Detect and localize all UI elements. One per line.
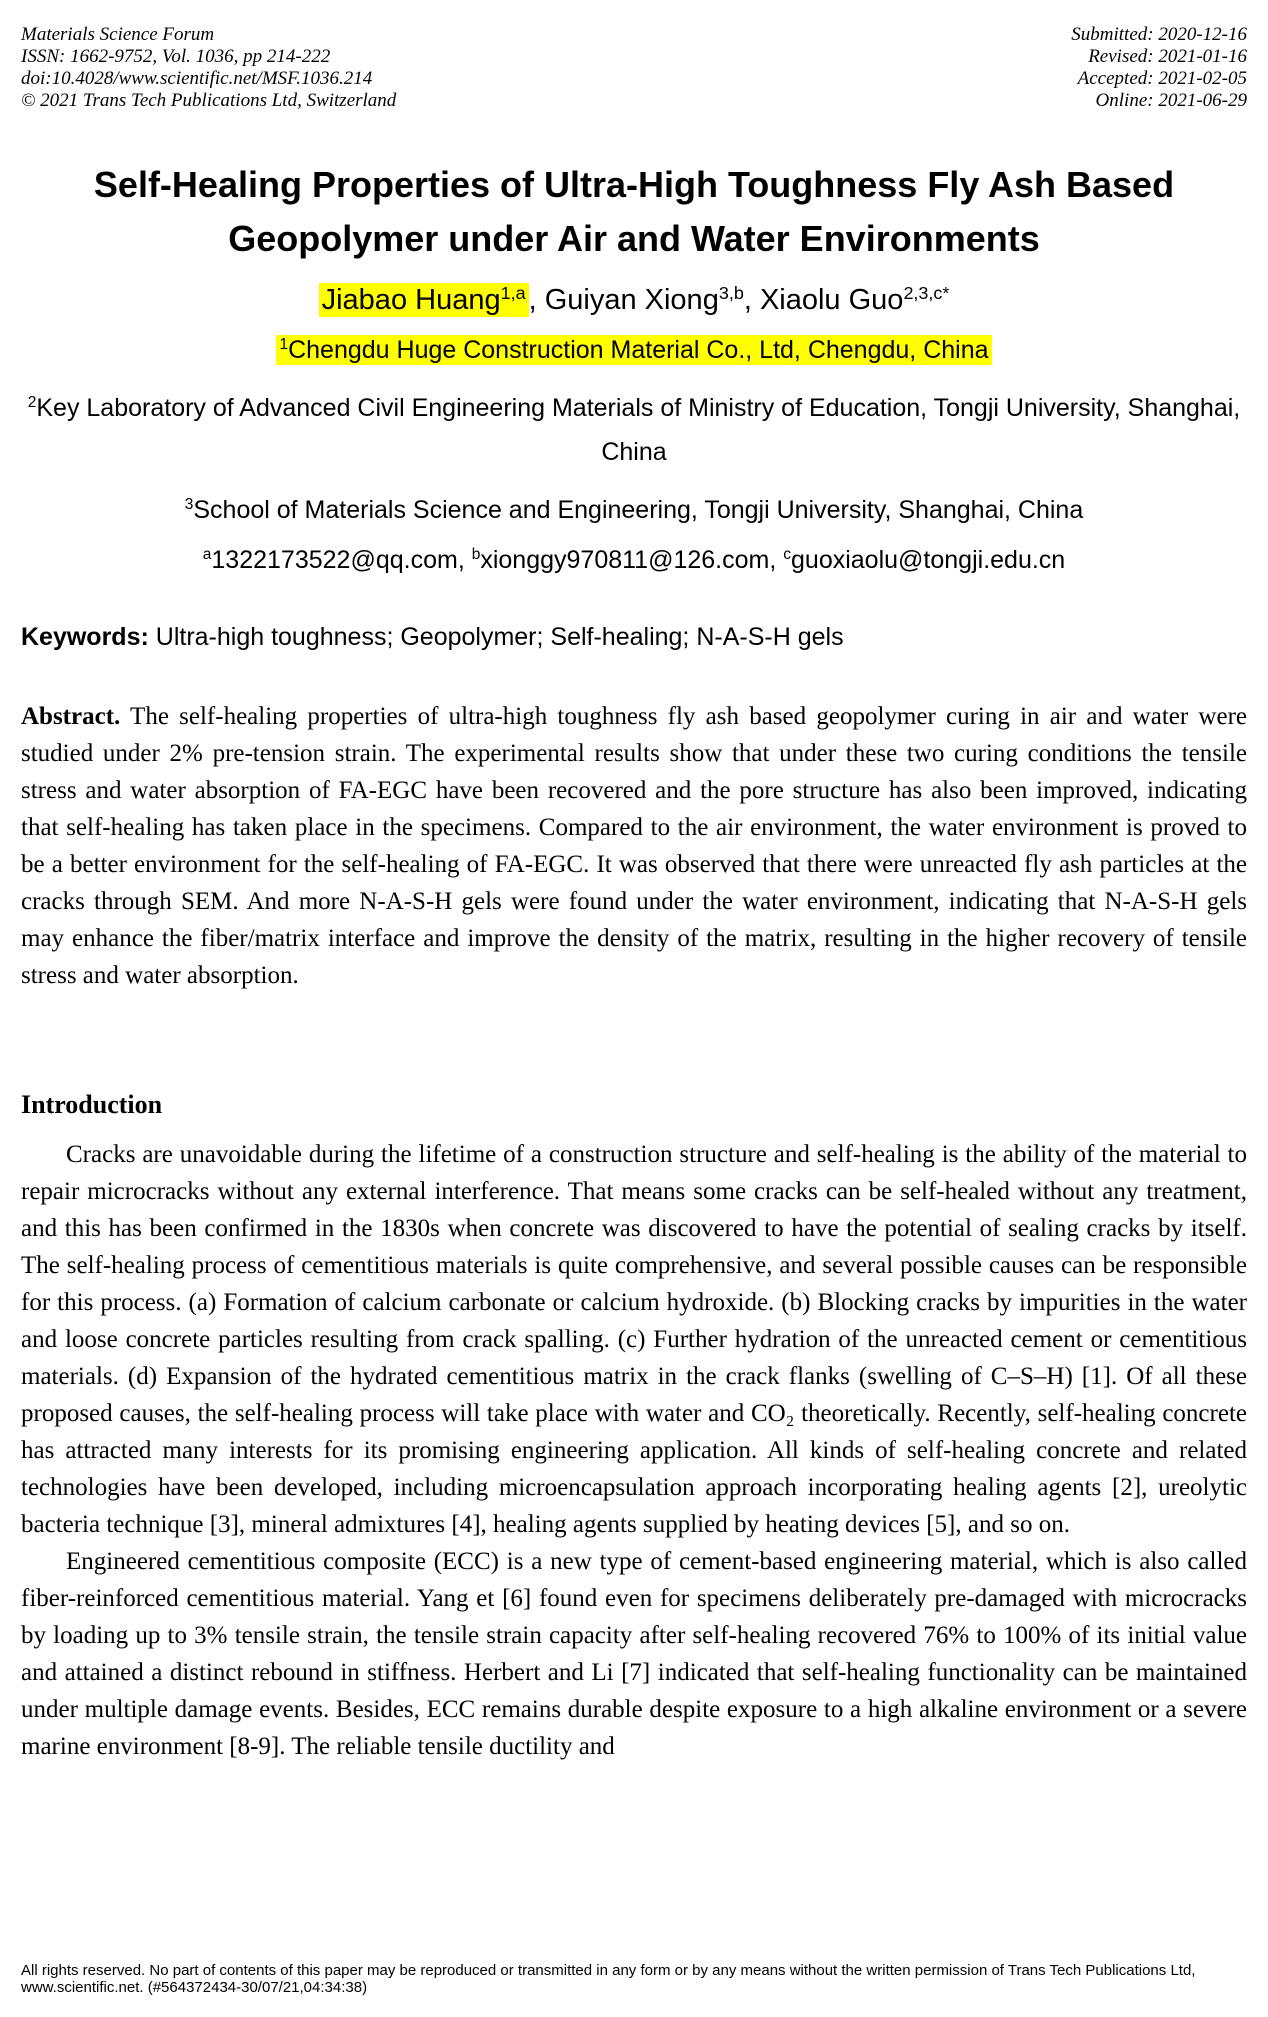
abstract-text: The self-healing properties of ultra-high toughness fly ash based geopolymer curing in air and water were studied under 2% pre-tension strain. The experimental results show that under these two curing conditions the tensile stress and water absorption of FA-EGC have been recovered and the pore structure has also been improved, indicating that self-healing has taken place in the specimens. Compared to the air environment, the water environment is proved to be a better environment for the self-healing of FA-EGC. It was observed that there were unreacted fly ash particles at the cracks through SEM. And more N-A-S-H gels were found under the water environment, indicating that N-A-S-H gels may enhance the fiber/matrix interface and improve the density of the matrix, resulting in the higher recovery of tensile stress and water absorption.	[21, 703, 1247, 989]
copyright-footer	[21, 1962, 1247, 1996]
date-accepted: Accepted: 2021-02-05	[1077, 68, 1247, 89]
date-revised: Revised: 2021-01-16	[1088, 46, 1247, 67]
author-3-affiliation-marker: 2,3,c*	[903, 283, 950, 304]
email-1-marker: a	[202, 546, 212, 564]
affiliation-3-marker: 3	[184, 496, 194, 514]
introduction-paragraph-1: Cracks are unavoidable during the lifetime of a construction structure and self-healing is the ability of the material to repair microcracks without any external interference. That means some cracks can be self-healed without any treatment, and this has been confirmed in the 1830s when concrete was discovered to have the potential of sealing cracks by itself. The self-healing process of cementitious materials is quite comprehensive, and several possible causes can be responsible for this process. (a) Formation of calcium carbonate or calcium hydroxide. (b) Blocking cracks by impurities in the water and loose concrete particles resulting from crack spalling. (c) Further hydration of the unreacted cement or cementitious materials. (d) Expansion of the hydrated cementitious matrix in the crack flanks (swelling of C–S–H) [1]. Of all these proposed causes, the self-healing process will take place with water and CO₂ theoretically. Recently, self-healing concrete has attracted many interests for its promising engineering application. All kinds of self-healing concrete and related technologies have been developed, including microencapsulation approach incorporating healing agents [2], ureolytic bacteria technique [3], mineral admixtures [4], healing agents supplied by heating devices [5], and so on.	[21, 1141, 1247, 1538]
author-1-affiliation-marker: 1,a	[500, 283, 526, 304]
journal-running-head	[21, 24, 1247, 112]
affiliation-1-text: Chengdu Huge Construction Material Co., Ltd, Chengdu, China	[288, 336, 989, 364]
email-separator: ,	[457, 546, 472, 574]
keywords-label: Keywords:	[21, 623, 149, 651]
email-3-marker: c	[783, 546, 792, 564]
submission-dates	[1071, 24, 1247, 112]
date-online: Online: 2021-06-29	[1095, 90, 1247, 111]
journal-copyright: © 2021 Trans Tech Publications Ltd, Switzerland	[21, 90, 397, 111]
author-line	[21, 280, 1247, 323]
paper-title-line1: Self-Healing Properties of Ultra-High Toughness Fly Ash Based	[93, 164, 1175, 205]
abstract-label: Abstract.	[21, 703, 121, 730]
author-1-highlighted	[319, 283, 529, 317]
affiliation-2	[21, 388, 1247, 472]
author-2-affiliation-marker: 3,b	[718, 283, 744, 304]
journal-doi: doi:10.4028/www.scientific.net/MSF.1036.214	[21, 68, 373, 89]
affiliation-3	[21, 490, 1247, 534]
affiliation-3-text: School of Materials Science and Engineering, Tongji University, Shanghai, China	[193, 496, 1084, 524]
affiliation-1	[21, 330, 1247, 374]
paper-title-line2: Geopolymer under Air and Water Environments	[228, 218, 1040, 259]
author-separator: ,	[743, 284, 760, 316]
author-3-name: Xiaolu Guo	[759, 284, 904, 316]
keywords-text: Ultra-high toughness; Geopolymer; Self-healing; N-A-S-H gels	[148, 623, 844, 651]
email-3-address: guoxiaolu@tongji.edu.cn	[791, 546, 1066, 574]
email-line	[21, 543, 1247, 581]
author-2-name: Guiyan Xiong	[544, 284, 719, 316]
section-heading-introduction: Introduction	[21, 1090, 163, 1119]
email-separator: ,	[769, 546, 784, 574]
affiliation-1-highlighted	[276, 335, 991, 365]
paper-title	[21, 158, 1247, 266]
email-1-address: 1322173522@qq.com	[211, 546, 458, 574]
affiliation-2-text: Key Laboratory of Advanced Civil Engineering Materials of Ministry of Education, Tongji University, Shanghai, China	[36, 394, 1241, 466]
email-2-address: xionggy970811@126.com	[480, 546, 770, 574]
introduction-paragraph-2: Engineered cementitious composite (ECC) is a new type of cement-based engineering material, which is also called fiber-reinforced cementitious material. Yang et [6] found even for specimens deliberately pre-damaged with microcracks by loading up to 3% tensile strain, the tensile strain capacity after self-healing recovered 76% to 100% of its initial value and attained a distinct rebound in stiffness. Herbert and Li [7] indicated that self-healing functionality can be maintained under multiple damage events. Besides, ECC remains durable despite exposure to a high alkaline environment or a severe marine environment [8-9]. The reliable tensile ductility and	[21, 1548, 1247, 1760]
author-1-name: Jiabao Huang	[321, 284, 501, 316]
copyright-footer-text: All rights reserved. No part of contents of this paper may be reproduced or transmitted in any form or by any means without the written permission of Trans Tech Publications Ltd, www.scientific.net. (#564372434-30/07/21,04:34:38)	[21, 1962, 1196, 1996]
journal-info	[21, 24, 396, 112]
keywords-line	[21, 620, 1247, 654]
email-2-marker: b	[471, 546, 481, 564]
affiliation-1-marker: 1	[279, 336, 289, 354]
date-submitted: Submitted: 2020-12-16	[1071, 24, 1247, 45]
journal-issn-volume: ISSN: 1662-9752, Vol. 1036, pp 214-222	[21, 46, 331, 67]
abstract	[21, 698, 1247, 994]
author-separator: ,	[528, 284, 545, 316]
journal-name: Materials Science Forum	[21, 24, 215, 45]
introduction-section	[21, 1086, 1247, 1765]
affiliation-2-marker: 2	[27, 394, 37, 412]
